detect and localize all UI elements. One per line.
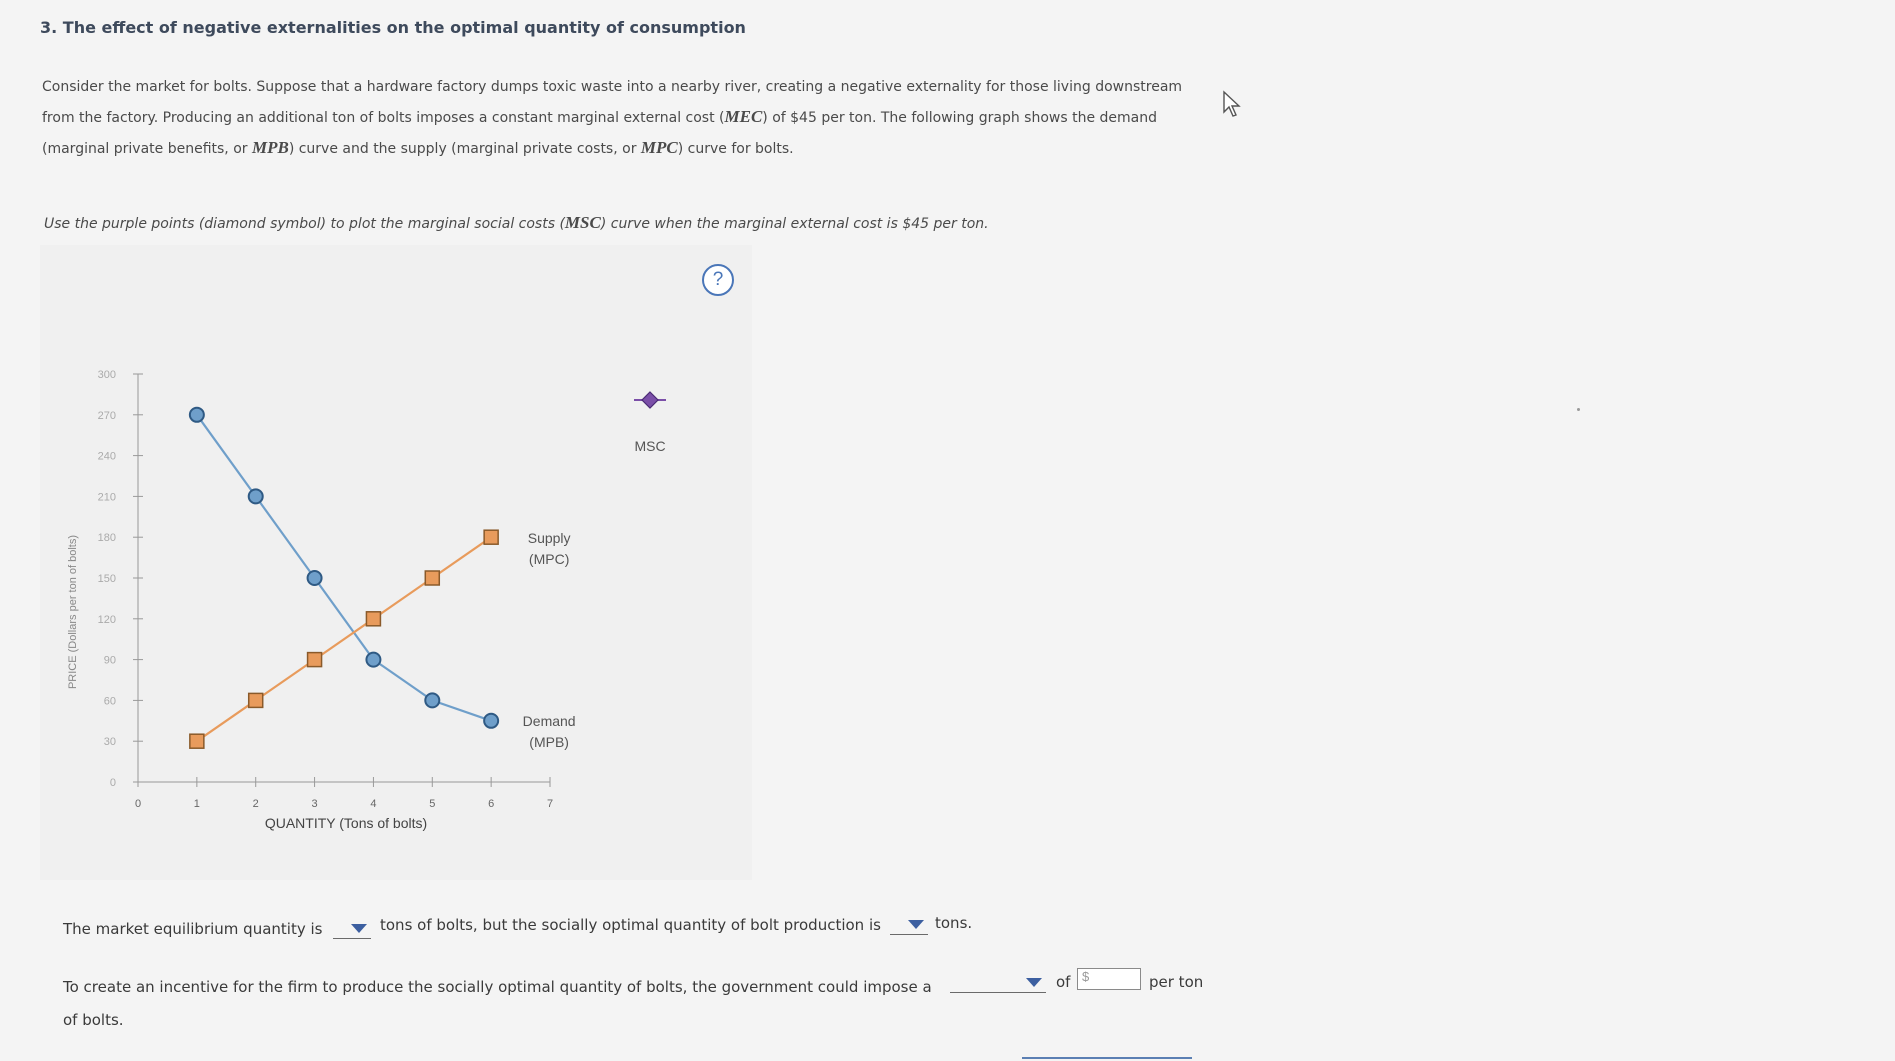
x-tick-label: 4 — [370, 798, 377, 810]
x-tick-label: 0 — [134, 798, 142, 810]
policy-suffix: per ton — [1149, 973, 1204, 991]
x-tick-label: 5 — [429, 798, 436, 810]
demand-series-label: (MPB) — [529, 733, 569, 750]
chevron-down-icon — [351, 924, 367, 933]
policy-type-dropdown[interactable] — [950, 972, 1046, 993]
supply-series-label: (MPC) — [528, 551, 570, 568]
supply-series-label: Supply — [527, 530, 571, 547]
y-tick-label: 150 — [97, 573, 116, 585]
intro-text-3: ) curve and the supply (marginal private costs, or — [288, 141, 641, 157]
x-tick-label: 6 — [488, 798, 495, 810]
mouse-cursor-icon — [1222, 90, 1242, 118]
mec-variable: MEC — [724, 107, 763, 126]
stray-dot — [1577, 408, 1580, 411]
y-tick-label: 240 — [97, 450, 116, 463]
msc-variable: MSC — [564, 213, 601, 232]
chevron-down-icon — [1026, 978, 1042, 987]
demand-series-label: Demand — [522, 712, 576, 729]
policy-amount-input[interactable]: $ — [1077, 968, 1141, 990]
y-tick-label: 60 — [103, 695, 116, 708]
intro-text-1: Consider the market for bolts. Suppose that a hardware factory dumps toxic waste into a nearby river, creating a negative externality for those living downstream from the factory. Producing an additional ton of bolts imposes a constant marginal external cost ( — [42, 79, 1183, 126]
mpb-variable: MPB — [251, 138, 289, 157]
x-tick-label: 2 — [252, 798, 259, 810]
bottom-divider — [1022, 1057, 1192, 1059]
y-tick-label: 180 — [97, 532, 116, 545]
y-tick-label: 0 — [109, 777, 116, 789]
instruction-text-1: Use the purple points (diamond symbol) to plot the marginal social costs ( — [44, 216, 565, 232]
help-button[interactable]: ? — [702, 264, 734, 296]
x-tick-label: 7 — [546, 798, 554, 810]
chevron-down-icon — [908, 920, 924, 929]
msc-palette-label: MSC — [634, 438, 666, 454]
policy-prefix: To create an incentive for the firm to produce the socially optimal quantity of bolts, the government could impose a — [63, 978, 932, 996]
optimal-quantity-dropdown[interactable] — [890, 914, 928, 935]
intro-text-2: ) of $45 per ton. The following graph shows the demand (marginal private benefits, or — [42, 110, 1157, 157]
y-tick-label: 90 — [103, 654, 116, 667]
y-tick-label: 120 — [97, 613, 116, 626]
y-tick-label: 210 — [97, 491, 116, 504]
graph-panel — [40, 245, 752, 880]
intro-text-4: ) curve for bolts. — [677, 141, 794, 157]
equilibrium-suffix: tons. — [935, 914, 973, 932]
mpc-variable: MPC — [640, 138, 678, 157]
y-axis-label: PRICE (Dollars per ton of bolts) — [67, 534, 79, 690]
equilibrium-middle: tons of bolts, but the socially optimal quantity of bolt production is — [380, 916, 881, 934]
x-tick-label: 1 — [193, 798, 200, 810]
policy-wrap: of bolts. — [63, 1011, 124, 1029]
x-tick-label: 3 — [311, 798, 318, 810]
x-axis-label: QUANTITY (Tons of bolts) — [264, 815, 428, 831]
intro-paragraph — [42, 72, 1212, 164]
instruction-text — [44, 213, 989, 233]
instruction-text-2: ) curve when the marginal external cost is $45 per ton. — [600, 216, 989, 232]
y-tick-label: 300 — [97, 369, 116, 381]
policy-of: of — [1056, 973, 1071, 991]
equilibrium-prefix: The market equilibrium quantity is — [63, 920, 323, 938]
equilibrium-quantity-dropdown[interactable] — [333, 918, 371, 939]
y-tick-label: 30 — [103, 736, 116, 749]
y-tick-label: 270 — [97, 409, 116, 422]
question-title: 3. The effect of negative externalities on the optimal quantity of consumption — [40, 18, 746, 37]
